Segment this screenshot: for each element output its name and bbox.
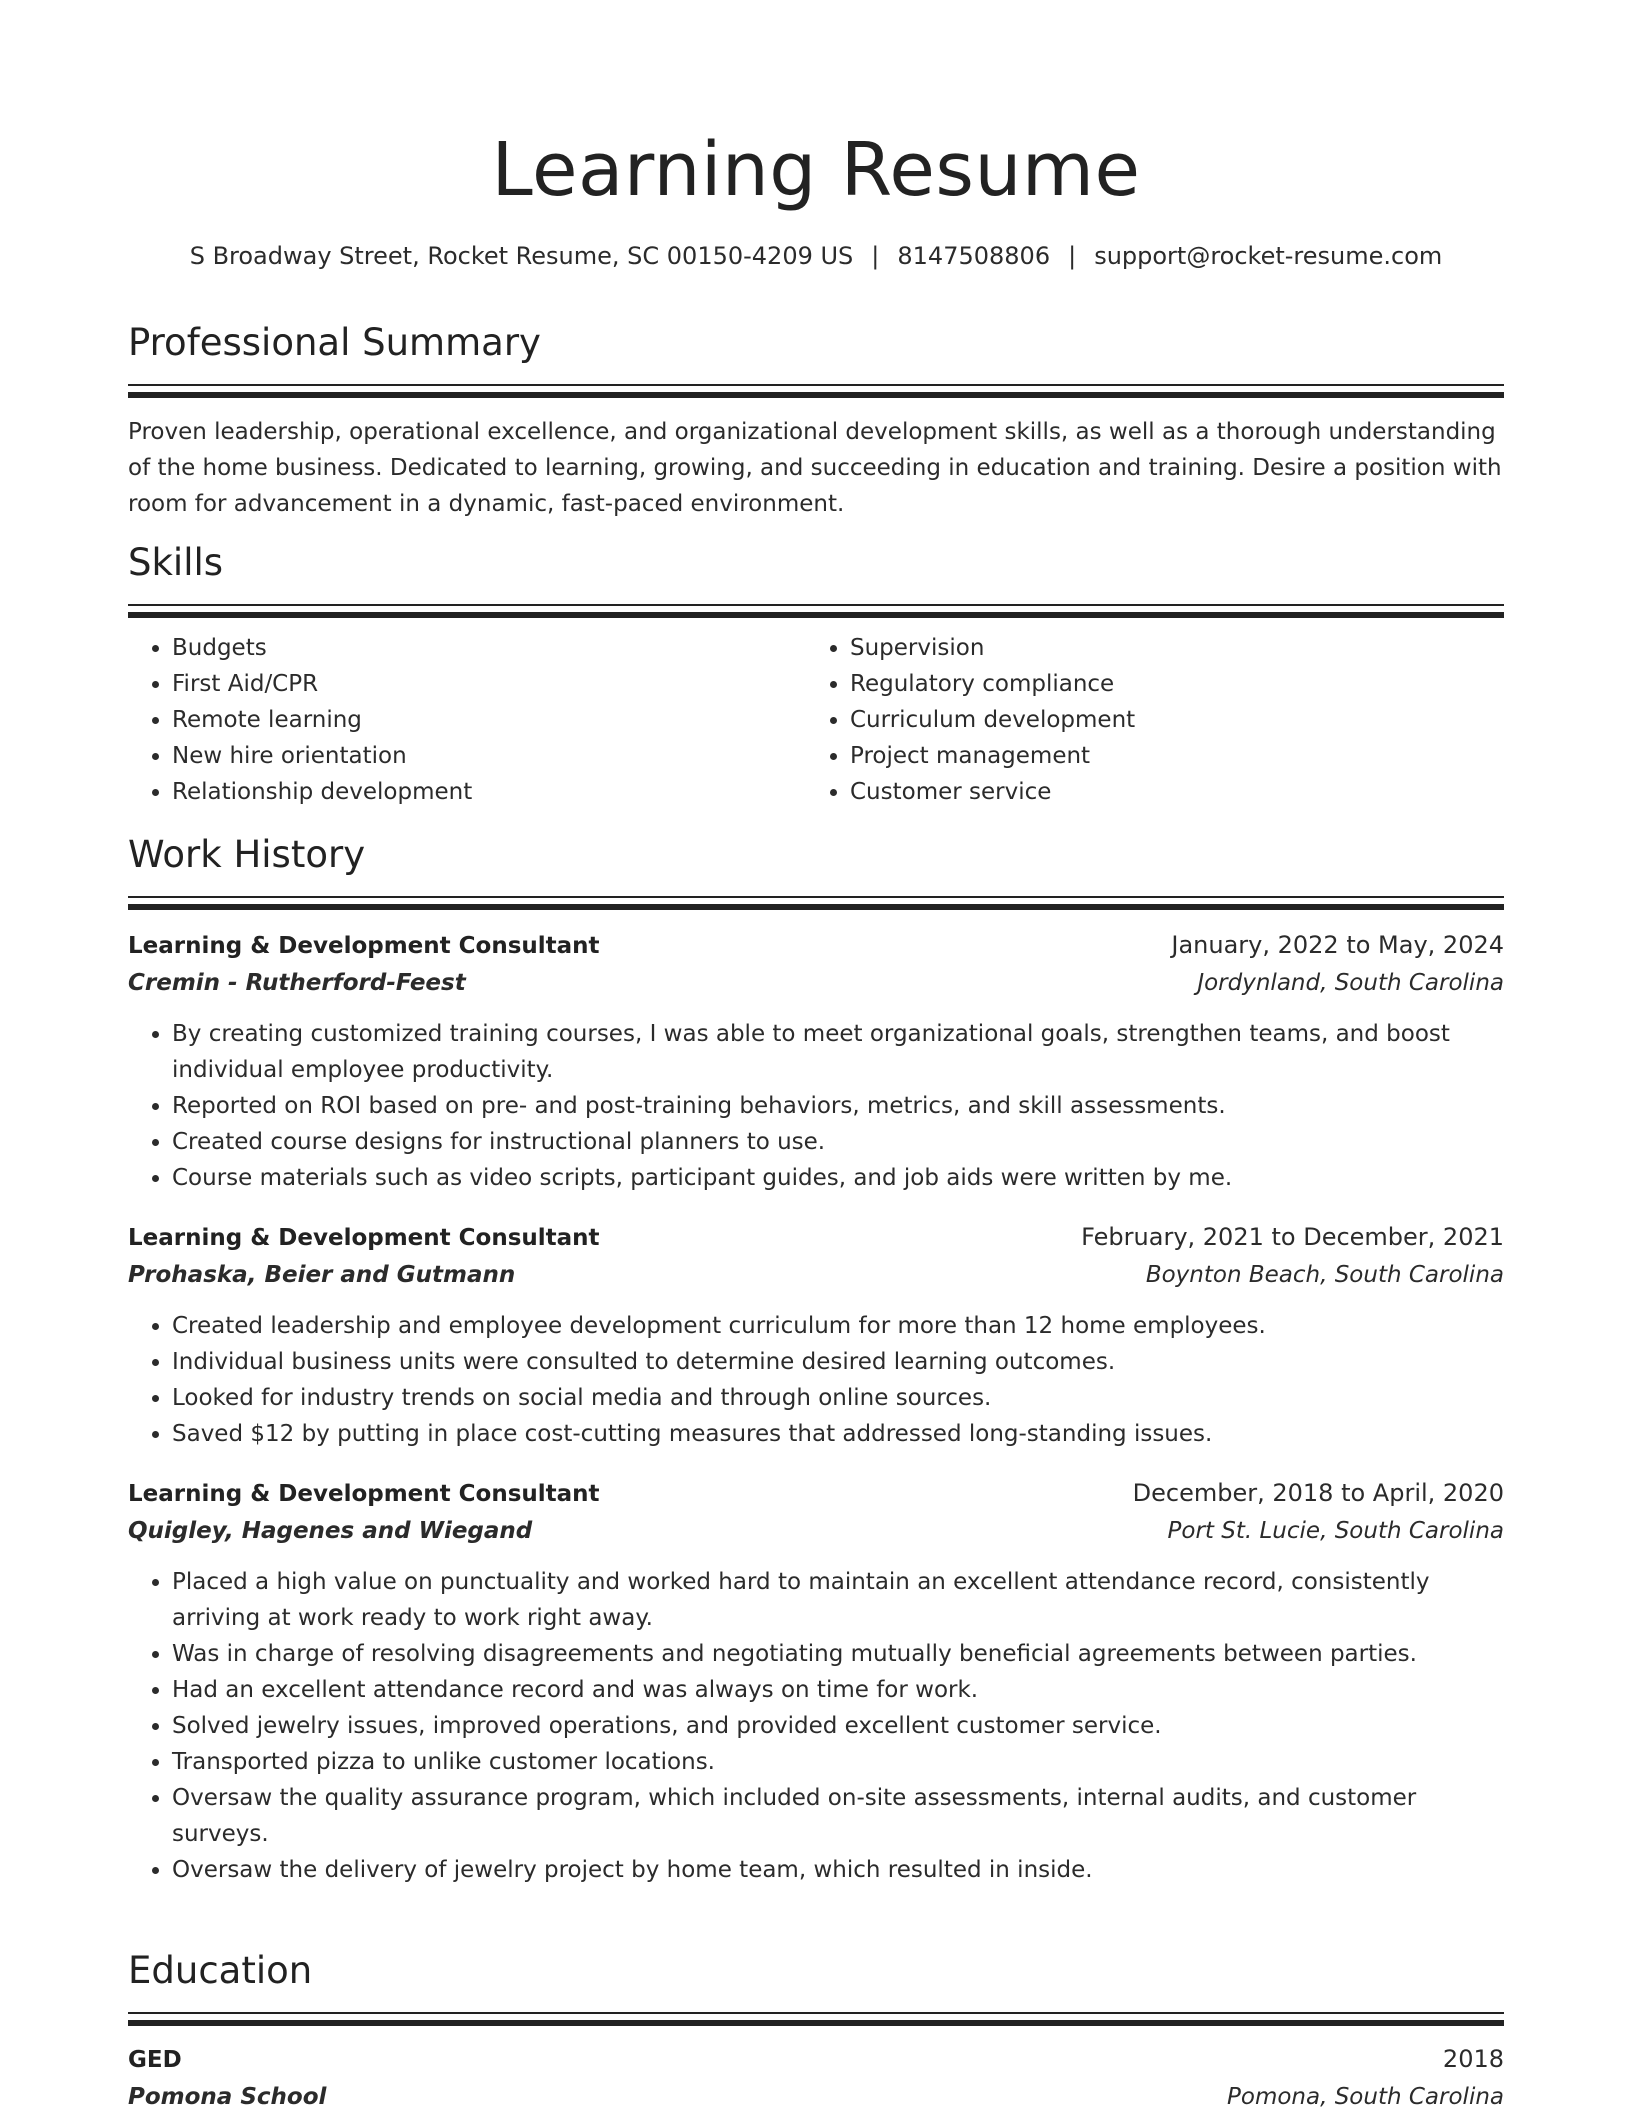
contact-phone: 8147508806 (897, 242, 1051, 270)
job-dates: December, 2018 to April, 2020 (1132, 1479, 1504, 1507)
skill-item: • New hire orientation (172, 738, 806, 774)
job-bullet: • Solved jewelry issues, improved operations, and provided excellent customer service. (172, 1708, 1504, 1744)
education-school: Pomona School (128, 2084, 327, 2110)
education-section (128, 1946, 1504, 2116)
resume-name: Learning Resume (491, 127, 1141, 213)
job-subheader-row (128, 964, 1504, 1002)
job-entry (128, 926, 1504, 1196)
job-header-row (128, 926, 1504, 964)
job-company: Cremin - Rutherford-Feest (128, 970, 466, 996)
skill-item: • Customer service (850, 774, 1484, 810)
job-bullet: • Created course designs for instructional planners to use. (172, 1124, 1504, 1160)
summary-text: Proven leadership, operational excellence, and organizational development skills, as well as a thorough understanding of the home business. Dedicated to learning, growing, and succeeding in education and training. Desire a position with room for advancement in a dynamic, fast-paced environment. (128, 419, 1502, 517)
skill-item: • Remote learning (172, 702, 806, 738)
skills-column-right (806, 630, 1484, 810)
job-bullet: • Placed a high value on punctuality and worked hard to maintain an excellent attendance record, consistently arriving at work ready to work right away. (172, 1564, 1504, 1636)
skill-item: • Relationship development (172, 774, 806, 810)
summary-title: Professional Summary (128, 321, 541, 364)
job-bullet: • Course materials such as video scripts, participant guides, and job aids were written by me. (172, 1160, 1504, 1196)
contact-line (128, 238, 1504, 274)
summary-section (128, 318, 1504, 522)
job-bullets (128, 1016, 1504, 1196)
skill-item: • Project management (850, 738, 1484, 774)
job-title: Learning & Development Consultant (128, 933, 600, 959)
education-degree: GED (128, 2047, 182, 2073)
skills-column-left (128, 630, 806, 810)
skill-item: • Supervision (850, 630, 1484, 666)
job-entry (128, 1218, 1504, 1452)
skills-section (128, 538, 1504, 810)
section-divider (128, 2012, 1504, 2026)
skill-item: • Budgets (172, 630, 806, 666)
job-entry (128, 1474, 1504, 1888)
job-company: Quigley, Hagenes and Wiegand (128, 1518, 533, 1544)
job-dates: February, 2021 to December, 2021 (1081, 1223, 1504, 1251)
section-divider (128, 896, 1504, 910)
job-bullet: • Created leadership and employee development curriculum for more than 12 home employees. (172, 1308, 1504, 1344)
education-location: Pomona, South Carolina (1227, 2084, 1504, 2110)
skill-item: • Regulatory compliance (850, 666, 1484, 702)
skills-title: Skills (128, 541, 224, 584)
job-bullet: • By creating customized training courses, I was able to meet organizational goals, strengthen teams, and boost individual employee productivity. (172, 1016, 1504, 1088)
work-title: Work History (128, 833, 366, 876)
job-title: Learning & Development Consultant (128, 1225, 600, 1251)
skill-item: • Curriculum development (850, 702, 1484, 738)
job-header-row (128, 1474, 1504, 1512)
job-location: Boynton Beach, South Carolina (1145, 1262, 1504, 1288)
job-bullet: • Looked for industry trends on social media and through online sources. (172, 1380, 1504, 1416)
job-bullet: • Had an excellent attendance record and was always on time for work. (172, 1672, 1504, 1708)
job-bullet: • Oversaw the quality assurance program, which included on-site assessments, internal audits, and customer surveys. (172, 1780, 1504, 1852)
work-section (128, 830, 1504, 1888)
job-bullet: • Reported on ROI based on pre- and post-training behaviors, metrics, and skill assessments. (172, 1088, 1504, 1124)
education-header-row (128, 2040, 1504, 2078)
section-divider (128, 604, 1504, 618)
job-dates: January, 2022 to May, 2024 (1171, 931, 1504, 959)
job-bullet: • Saved $12 by putting in place cost-cutting measures that addressed long-standing issues. (172, 1416, 1504, 1452)
job-bullet: • Oversaw the delivery of jewelry project by home team, which resulted in inside. (172, 1852, 1504, 1888)
job-location: Jordynland, South Carolina (1197, 970, 1504, 996)
contact-separator: | (871, 242, 880, 270)
job-bullet: • Was in charge of resolving disagreements and negotiating mutually beneficial agreements between parties. (172, 1636, 1504, 1672)
job-title: Learning & Development Consultant (128, 1481, 600, 1507)
contact-address: S Broadway Street, Rocket Resume, SC 00150-4209 US (189, 242, 854, 270)
job-bullet: • Individual business units were consulted to determine desired learning outcomes. (172, 1344, 1504, 1380)
skills-grid (128, 630, 1504, 810)
contact-email: support@rocket-resume.com (1094, 242, 1443, 270)
education-entry (128, 2040, 1504, 2116)
job-subheader-row (128, 1512, 1504, 1550)
job-company: Prohaska, Beier and Gutmann (128, 1262, 516, 1288)
job-header-row (128, 1218, 1504, 1256)
skill-item: • First Aid/CPR (172, 666, 806, 702)
resume-page (128, 0, 1504, 2112)
education-subheader-row (128, 2078, 1504, 2116)
education-year: 2018 (1442, 2045, 1504, 2073)
job-location: Port St. Lucie, South Carolina (1167, 1518, 1504, 1544)
section-divider (128, 384, 1504, 398)
education-title: Education (128, 1949, 313, 1992)
job-bullet: • Transported pizza to unlike customer locations. (172, 1744, 1504, 1780)
job-bullets (128, 1308, 1504, 1452)
job-subheader-row (128, 1256, 1504, 1294)
job-bullets (128, 1564, 1504, 1888)
contact-separator: | (1068, 242, 1077, 270)
